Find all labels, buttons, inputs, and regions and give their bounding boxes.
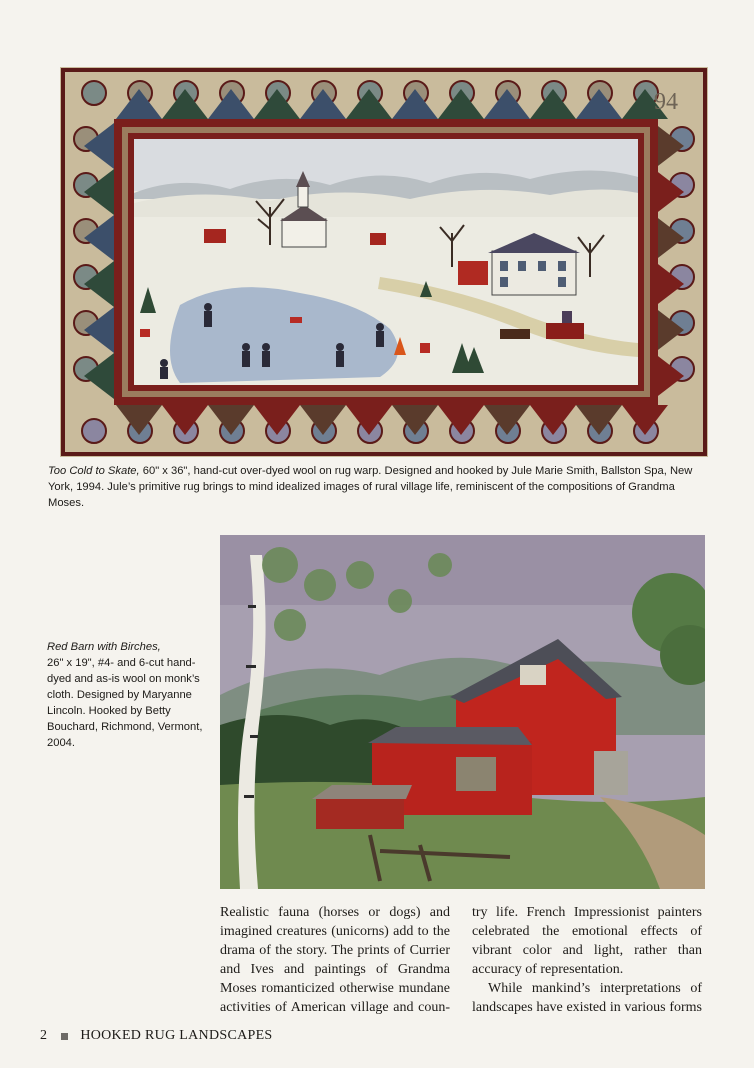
body-paragraph: Realistic fauna (horses or dogs) and imagined creatures (unicorns) add to the drama of the story. The prints of Currier and Ives and paintings of Grandma Moses romanticized otherwise mundane activities of American village and coun-	[220, 905, 450, 1015]
square-bullet-icon	[61, 1033, 68, 1040]
winter-scene	[134, 139, 638, 385]
caption-title: Too Cold to Skate,	[48, 465, 140, 477]
page-number: 2	[40, 1028, 48, 1043]
rug-photo-red-barn-with-birches	[220, 535, 705, 889]
caption-red-barn-with-birches	[47, 639, 207, 751]
rug-photo-too-cold-to-skate	[60, 67, 708, 457]
border-medallion	[82, 419, 106, 443]
page-footer	[40, 1028, 273, 1044]
body-paragraph: try life. French Impressionist painters celebrated the emotional effects of vibrant color and light, rather than accuracy of representation.	[472, 905, 702, 977]
caption-title: Red Barn with Birches,	[47, 641, 161, 653]
body-column-1	[220, 903, 450, 1017]
body-paragraph: While mankind’s interpretations of landscapes have existed in various forms	[472, 981, 702, 1015]
rug-year-mark: 94	[654, 89, 678, 115]
caption-too-cold-to-skate	[48, 463, 708, 511]
border-medallion	[82, 81, 106, 105]
caption-text: 26" x 19", #4- and 6-cut hand-dyed and as-is wool on monk’s cloth. Designed by Maryanne Lincoln. Hooked by Betty Bouchard, Richmond, Vermont, 2004.	[47, 657, 203, 749]
caption-text: 60" x 36", hand-cut over-dyed wool on rug warp. Designed and hooked by Jule Marie Smith, Ballston Spa, New York, 1994. Jule’s primitive rug brings to mind idealized images of rural village life, reminiscent of the compositions of Grandma Moses.	[48, 465, 693, 509]
body-column-2	[472, 903, 702, 1017]
running-title: HOOKED RUG LANDSCAPES	[80, 1028, 273, 1043]
